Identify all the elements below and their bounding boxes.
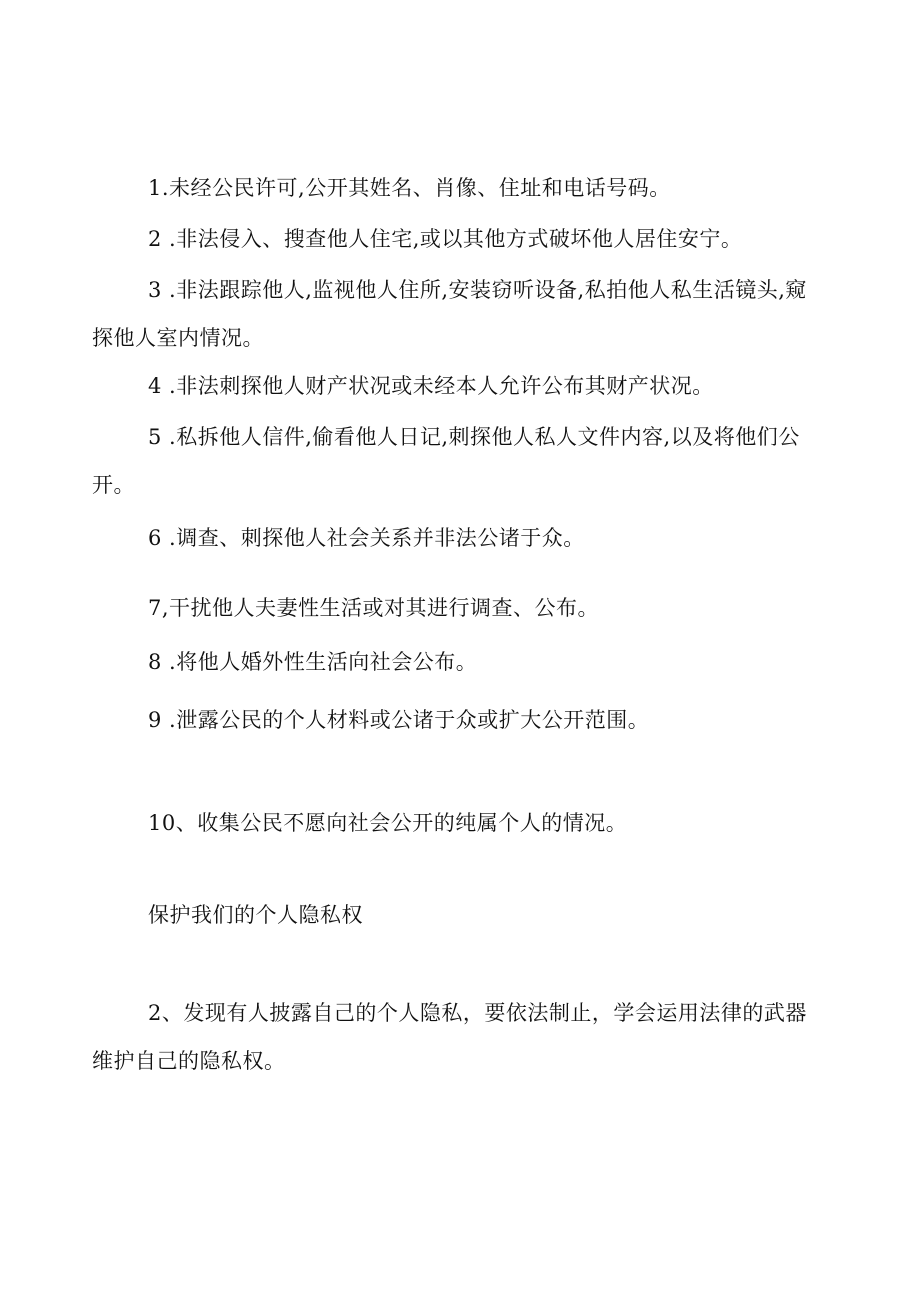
list-item-5: 5 .私拆他人信件,偷看他人日记,刺探他人私人文件内容,以及将他们公开。 [92, 425, 800, 497]
list-item-2: 2 .非法侵入、搜查他人住宅,或以其他方式破坏他人居住安宁。 [148, 227, 743, 251]
list-item-4: 4 .非法刺探他人财产状况或未经本人允许公布其财产状况。 [148, 374, 714, 398]
list-item-7: 7,干扰他人夫妻性生活或对其进行调查、公布。 [148, 596, 600, 620]
paragraph-protect-2: 2、发现有人披露自己的个人隐私，要依法制止，学会运用法律的武器维护自己的隐私权。 [92, 1001, 807, 1073]
list-item-1: 1.未经公民许可,公开其姓名、肖像、住址和电话号码。 [148, 176, 671, 200]
list-item-8: 8 .将他人婚外性生活向社会公布。 [148, 650, 478, 674]
section-heading: 保护我们的个人隐私权 [148, 903, 363, 927]
list-item-3: 3 .非法跟踪他人,监视他人住所,安装窃听设备,私拍他人私生活镜头,窥探他人室内情况。 [92, 278, 807, 350]
list-item-10: 10、收集公民不愿向社会公开的纯属个人的情况。 [148, 811, 628, 835]
list-item-9: 9 .泄露公民的个人材料或公诸于众或扩大公开范围。 [148, 708, 650, 732]
list-item-6: 6 .调查、刺探他人社会关系并非法公诸于众。 [148, 526, 585, 550]
